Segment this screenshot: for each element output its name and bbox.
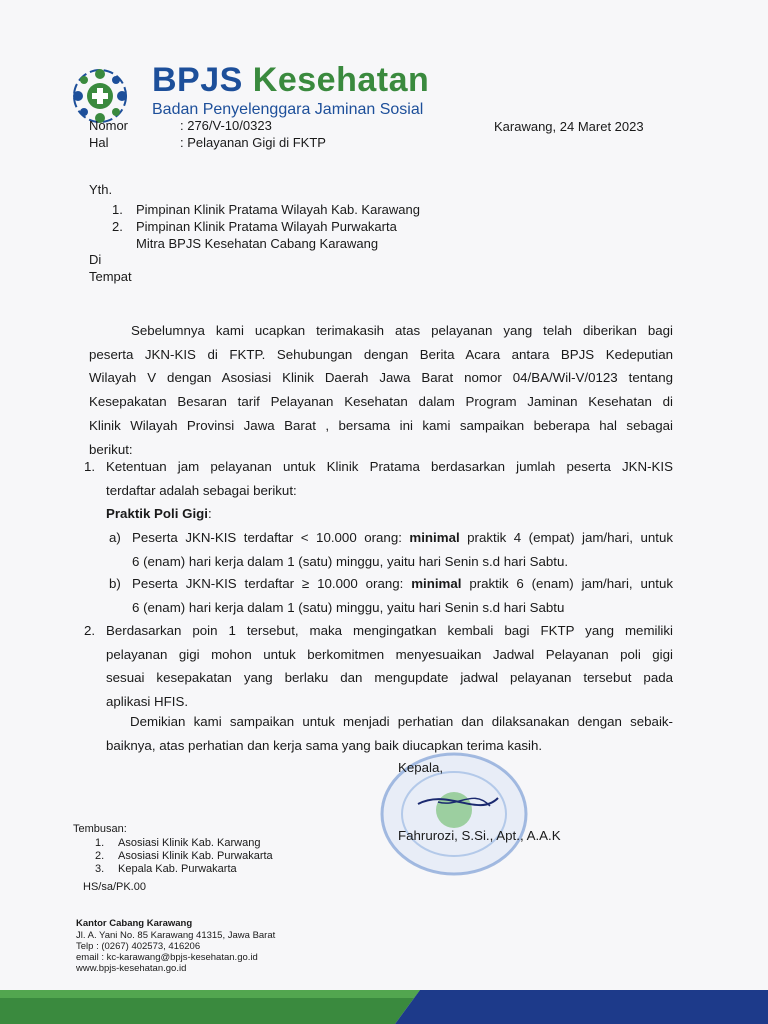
di-label: Di (89, 252, 102, 267)
sub-b-bold: minimal (411, 576, 462, 591)
tembusan-label: Tembusan: (73, 823, 127, 835)
sub-b-post: praktik 6 (enam) jam/hari, untuk (461, 576, 673, 591)
hal-value: : Pelayanan Gigi di FKTP (180, 135, 326, 150)
intro-line: peserta JKN-KIS di FKTP. Sehubungan dengan Berita Acara antara BPJS Kedeputian (89, 346, 673, 362)
sub-a-text (132, 526, 673, 573)
sub-a-post: praktik 4 (empat) jam/hari, untuk (459, 530, 673, 545)
signature-name: Fahrurozi, S.Si., Apt., A.A.K (398, 828, 561, 843)
sub-b-pre: Peserta JKN-KIS terdaftar ≥ 10.000 orang: (132, 576, 412, 591)
nomor-label: Nomor (89, 118, 129, 133)
point2-text (106, 619, 673, 714)
sub-a-line2: 6 (enam) hari kerja dalam 1 (satu) minggu, yaitu hari Senin s.d hari Sabtu. (132, 553, 569, 569)
recipient-text-2-cont: Mitra BPJS Kesehatan Cabang Karawang (136, 236, 379, 251)
point1-line: terdaftar adalah sebagai berikut: (106, 482, 297, 498)
point1-text (106, 455, 673, 502)
tempat-label: Tempat (89, 269, 132, 284)
sub-b-letter: b) (109, 576, 121, 591)
tembusan-num-3: 3. (95, 863, 105, 875)
reference-code: HS/sa/PK.00 (83, 881, 146, 893)
footer-office: Kantor Cabang Karawang (76, 918, 193, 929)
recipient-num-1: 1. (112, 202, 123, 217)
tembusan-text-2: Asosiasi Klinik Kab. Purwakarta (118, 850, 273, 862)
hal-label: Hal (89, 135, 109, 150)
brand-bpjs: BPJS (152, 61, 243, 99)
sub-b-line1 (132, 572, 673, 596)
point1-line: Ketentuan jam pelayanan untuk Klinik Pratama berdasarkan jumlah peserta JKN-KIS (106, 459, 673, 474)
praktik-colon: : (207, 506, 212, 521)
point2-line: aplikasi HFIS. (106, 694, 189, 710)
footer-color-bar (0, 990, 768, 1024)
recipient-num-2: 2. (112, 219, 123, 234)
nomor-value: : 276/V-10/0323 (180, 118, 272, 133)
signature-title: Kepala, (398, 760, 444, 775)
footer-telp: Telp : (0267) 402573, 416206 (76, 941, 201, 952)
brand-title (152, 60, 429, 100)
sub-a-pre: Peserta JKN-KIS terdaftar < 10.000 orang: (132, 530, 410, 545)
tembusan-num-1: 1. (95, 837, 105, 849)
point2-line: pelayanan gigi mohon untuk berkomitmen menyesuaikan Jadwal Pelayanan poli gigi (106, 646, 673, 662)
sub-b-text (132, 572, 673, 619)
intro-line: Kesepakatan Besaran tarif Pelayanan Kesehatan dalam Program Jaminan Kesehatan di (89, 394, 673, 410)
intro-line: Klinik Wilayah Provinsi Jawa Barat , bersama ini kami sampaikan beberapa hal sebagai (89, 417, 673, 433)
bpjs-logo-icon (72, 68, 128, 124)
intro-line: Wilayah V dengan Asosiasi Klinik Daerah Jawa Barat nomor 04/BA/Wil-V/0123 tentang (89, 370, 673, 386)
praktik-heading (106, 502, 212, 526)
sub-a-line1 (132, 526, 673, 550)
brand-kesehatan: Kesehatan (252, 61, 430, 99)
praktik-label: Praktik Poli Gigi (106, 506, 208, 521)
footer-address: Jl. A. Yani No. 85 Karawang 41315, Jawa Barat (76, 930, 276, 941)
footer-email: email : kc-karawang@bpjs-kesehatan.go.id (76, 952, 258, 963)
intro-paragraph (89, 319, 673, 461)
yth: Yth. (89, 182, 113, 197)
tembusan-num-2: 2. (95, 850, 105, 862)
tembusan-text-1: Asosiasi Klinik Kab. Karwang (118, 837, 261, 849)
place-date: Karawang, 24 Maret 2023 (494, 119, 644, 134)
sub-a-letter: a) (109, 530, 121, 545)
recipient-text-1: Pimpinan Klinik Pratama Wilayah Kab. Karawang (136, 202, 420, 217)
intro-line: berikut: (89, 441, 133, 457)
sub-a-bold: minimal (409, 530, 460, 545)
tembusan-text-3: Kepala Kab. Purwakarta (118, 863, 237, 875)
closing-line: Demikian kami sampaikan untuk menjadi perhatian dan dilaksanakan dengan sebaik- (130, 714, 673, 729)
point2-number: 2. (84, 623, 96, 638)
closing-line: baiknya, atas perhatian dan kerja sama yang baik diucapkan terima kasih. (106, 737, 543, 753)
brand-subtitle: Badan Penyelenggara Jaminan Sosial (152, 101, 424, 118)
sub-b-line2: 6 (enam) hari kerja dalam 1 (satu) minggu, yaitu hari Senin s.d hari Sabtu (132, 599, 565, 615)
recipient-text-2: Pimpinan Klinik Pratama Wilayah Purwakarta (136, 219, 397, 234)
point2-line: Berdasarkan poin 1 tersebut, maka mengingatkan kembali bagi FKTP yang memiliki (106, 623, 673, 638)
intro-line: Sebelumnya kami ucapkan terimakasih atas pelayanan yang telah diberikan bagi (131, 323, 673, 338)
point2-line: sesuai kesepakatan yang berlaku dan mengupdate jadwal pelayanan tersebut pada (106, 670, 673, 686)
point1-number: 1. (84, 459, 96, 474)
footer-web: www.bpjs-kesehatan.go.id (76, 963, 187, 974)
